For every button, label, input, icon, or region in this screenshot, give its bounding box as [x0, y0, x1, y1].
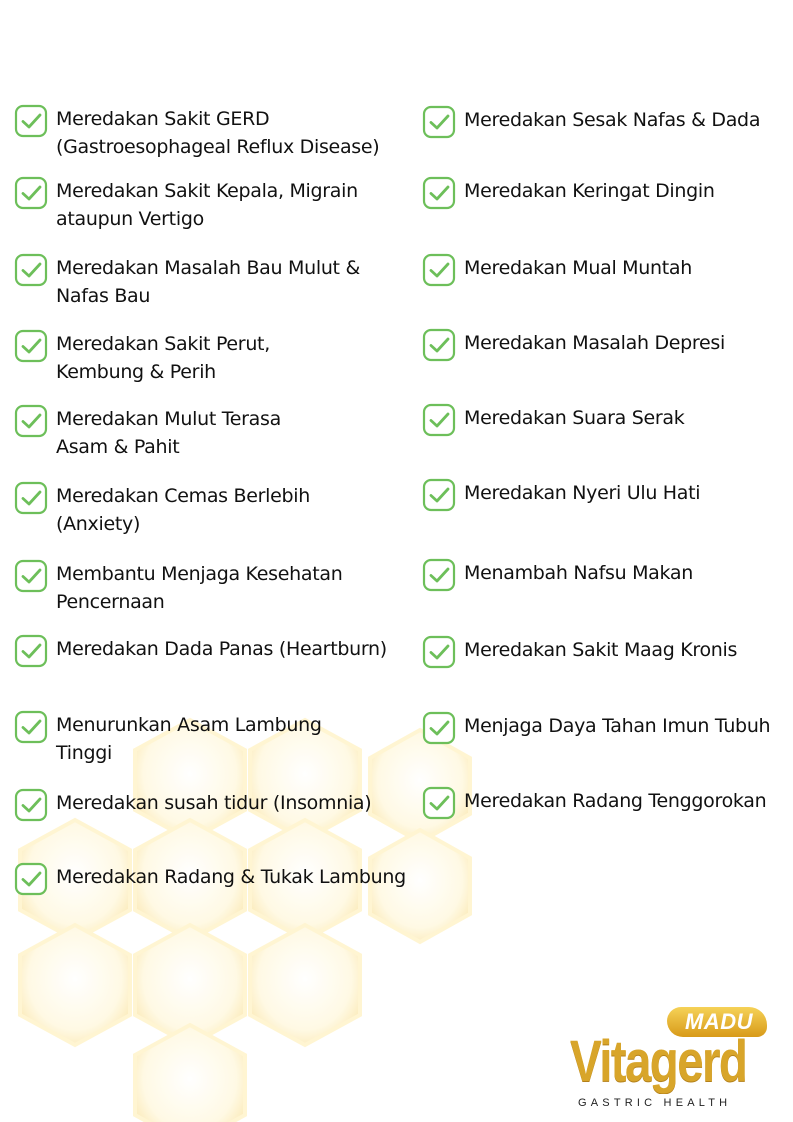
benefit-text: Meredakan Sakit Kepala, Migrain ataupun Vertigo — [56, 180, 358, 230]
benefit-text: Menambah Nafsu Makan — [464, 562, 693, 584]
logo-tagline: GASTRIC HEALTH — [578, 1097, 732, 1109]
logo-brand-name: Vitagerd — [570, 1029, 747, 1094]
benefit-text: Meredakan Mulut Terasa Asam & Pahit — [56, 408, 281, 458]
check-icon — [14, 481, 48, 515]
benefit-item — [422, 711, 784, 745]
benefit-item — [422, 328, 784, 362]
benefit-item — [14, 788, 416, 822]
check-icon — [422, 786, 456, 820]
check-icon — [14, 253, 48, 287]
benefit-item — [14, 329, 416, 386]
benefit-text: Meredakan Sesak Nafas & Dada — [464, 109, 761, 131]
benefit-item — [422, 558, 784, 592]
benefit-text: Meredakan Suara Serak — [464, 407, 685, 429]
honeycomb-cell — [20, 925, 130, 1045]
benefit-text: Meredakan Masalah Bau Mulut & Nafas Bau — [56, 257, 360, 307]
check-icon — [14, 559, 48, 593]
check-icon — [14, 788, 48, 822]
check-icon — [14, 862, 48, 896]
benefit-text: Meredakan Mual Muntah — [464, 257, 692, 279]
check-icon — [14, 329, 48, 363]
benefit-item — [14, 710, 416, 767]
check-icon — [422, 253, 456, 287]
honeycomb-cell — [135, 1025, 245, 1122]
benefit-item — [14, 862, 416, 896]
check-icon — [14, 634, 48, 668]
benefit-item — [422, 105, 784, 139]
benefit-text: Meredakan Radang Tenggorokan — [464, 790, 767, 812]
benefit-item — [422, 253, 784, 287]
benefit-text: Meredakan Masalah Depresi — [464, 332, 725, 354]
benefit-item — [422, 478, 784, 512]
check-icon — [14, 710, 48, 744]
check-icon — [14, 104, 48, 138]
benefit-text: Meredakan Sakit Perut, Kembung & Perih — [56, 333, 270, 383]
benefit-text: Meredakan Dada Panas (Heartburn) — [56, 638, 387, 660]
benefit-text: Menjaga Daya Tahan Imun Tubuh — [464, 715, 771, 737]
check-icon — [14, 404, 48, 438]
honeycomb-cell — [250, 925, 360, 1045]
benefit-item — [14, 481, 416, 538]
benefit-text: Meredakan Keringat Dingin — [464, 180, 715, 202]
logo-badge: MADU — [667, 1007, 767, 1037]
benefit-text: Meredakan susah tidur (Insomnia) — [56, 792, 372, 814]
benefit-text: Meredakan Cemas Berlebih (Anxiety) — [56, 485, 310, 535]
check-icon — [422, 635, 456, 669]
benefit-item — [14, 404, 416, 461]
benefit-item — [14, 176, 416, 233]
benefit-text: Meredakan Sakit GERD (Gastroesophageal Reflux Disease) — [56, 108, 380, 158]
benefit-text: Meredakan Sakit Maag Kronis — [464, 639, 738, 661]
benefit-item — [14, 253, 416, 310]
benefit-item — [14, 634, 416, 668]
check-icon — [422, 105, 456, 139]
benefit-item — [422, 176, 784, 210]
benefit-text: Membantu Menjaga Kesehatan Pencernaan — [56, 563, 343, 613]
benefit-text: Meredakan Nyeri Ulu Hati — [464, 482, 701, 504]
check-icon — [422, 176, 456, 210]
check-icon — [422, 558, 456, 592]
check-icon — [422, 478, 456, 512]
benefit-text: Menurunkan Asam Lambung Tinggi — [56, 714, 322, 764]
check-icon — [422, 711, 456, 745]
check-icon — [14, 176, 48, 210]
benefit-item — [14, 559, 416, 616]
benefit-item — [422, 635, 784, 669]
benefit-item — [422, 403, 784, 437]
benefit-item — [422, 786, 784, 820]
check-icon — [422, 403, 456, 437]
check-icon — [422, 328, 456, 362]
benefit-text: Meredakan Radang & Tukak Lambung — [56, 866, 406, 888]
benefit-item — [14, 104, 416, 161]
brand-logo — [570, 1005, 785, 1115]
